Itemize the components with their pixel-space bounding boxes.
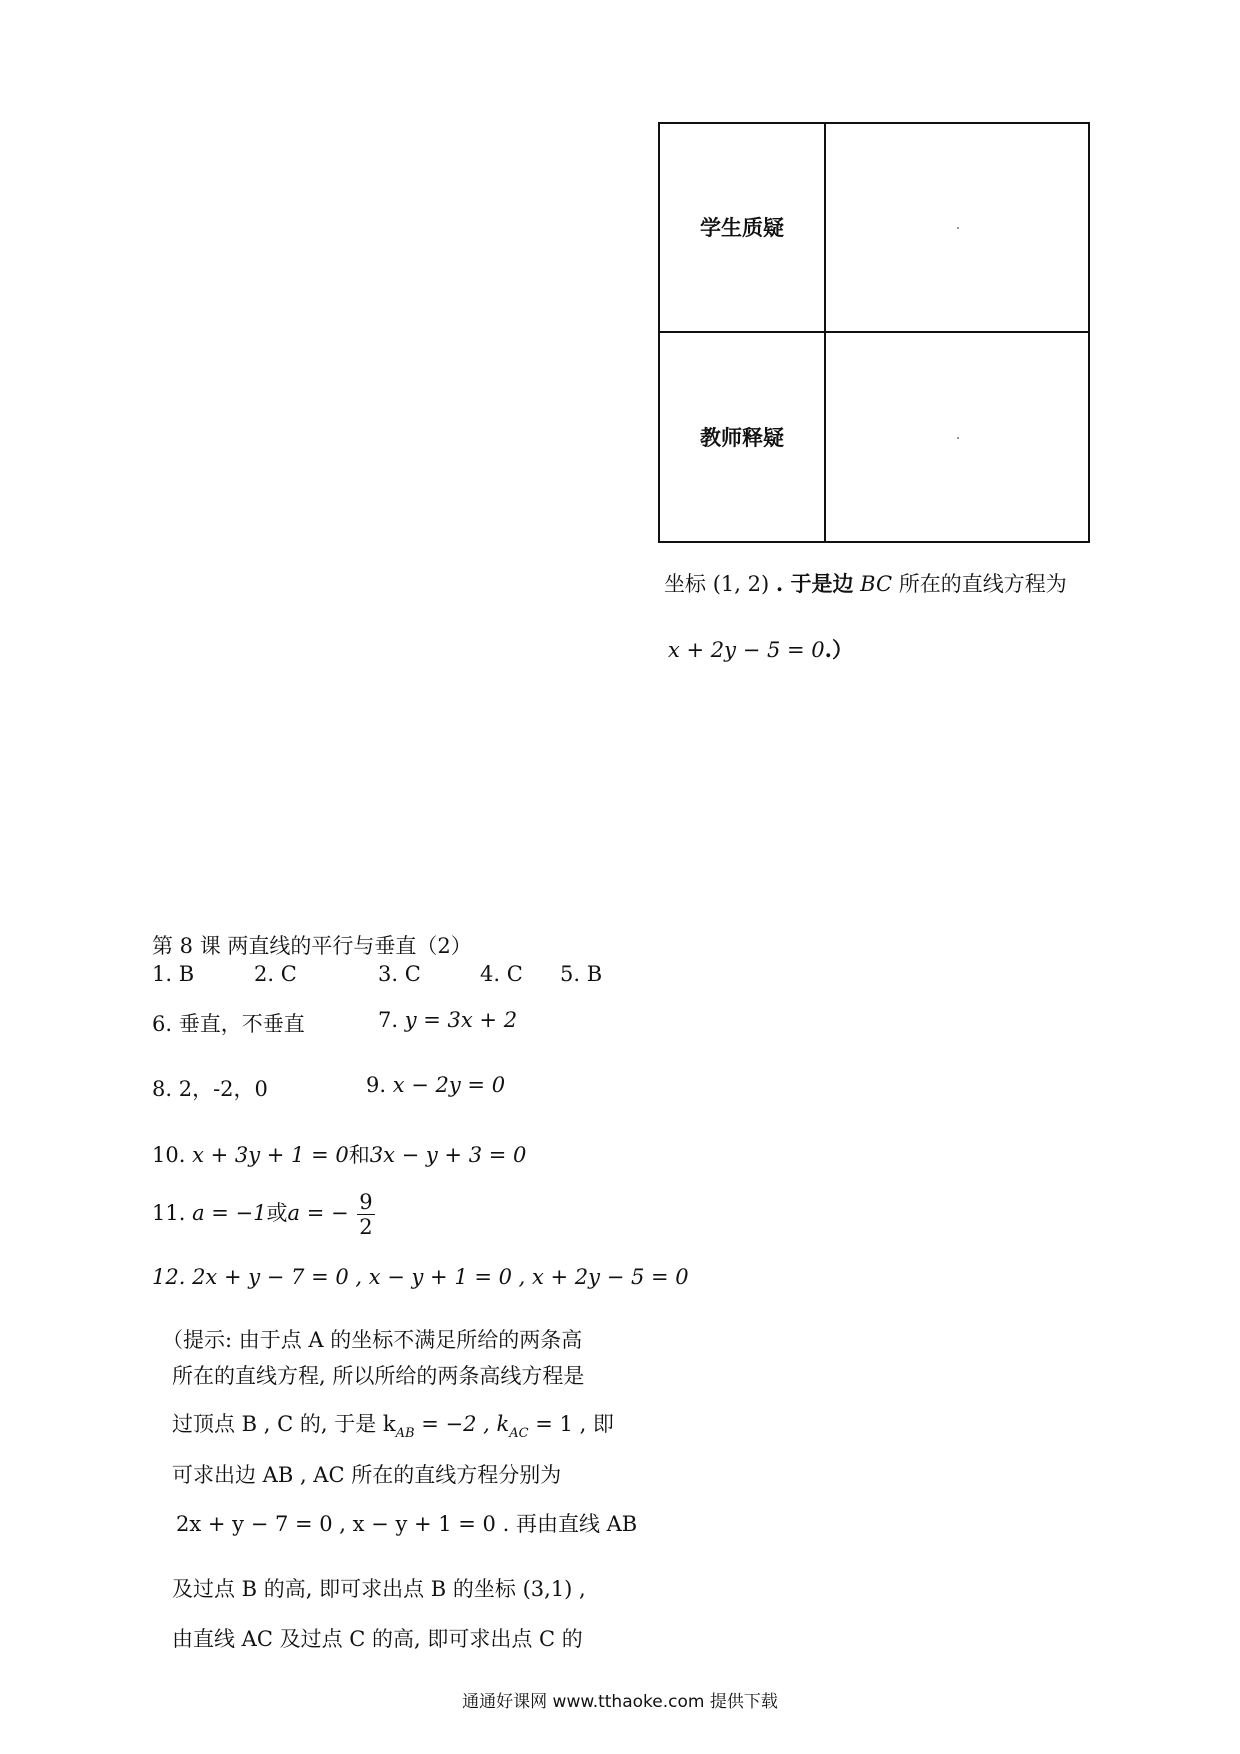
hint-line: 由直线 AC 及过点 C 的高, 即可求出点 C 的	[172, 1627, 583, 1651]
continuation-coord: (1, 2)	[712, 572, 770, 596]
answer-7-eq: y = 3x + 2	[404, 1008, 518, 1032]
answer-12: 12. 2x + y − 7 = 0 , x − y + 1 = 0 , x + 2y − 5 = 0	[152, 1265, 689, 1289]
qa-label: 学生质疑	[700, 216, 784, 241]
answer-8: 8. 2，-2，0	[152, 1077, 268, 1101]
answer-10	[152, 1139, 526, 1169]
hint-line: （提示: 由于点 A 的坐标不满足所给的两条高	[162, 1328, 583, 1352]
continuation-end: 所在的直线方程为	[898, 572, 1067, 596]
lesson-title: 第 8 课 两直线的平行与垂直（2）	[152, 934, 472, 958]
page-footer: 通通好课网 www.tthaoke.com 提供下载	[462, 1692, 778, 1712]
hint-line: 可求出边 AB , AC 所在的直线方程分别为	[172, 1463, 562, 1487]
answer-7	[378, 1008, 517, 1032]
qa-content-cell	[826, 333, 1088, 542]
answer-11-or: 或	[266, 1201, 288, 1225]
hint-line: 2x + y − 7 = 0 , x − y + 1 = 0 . 再由直线 AB	[176, 1512, 638, 1536]
fraction	[357, 1190, 374, 1239]
hint-line-k	[172, 1408, 614, 1441]
answer-10-num: 10.	[152, 1143, 186, 1167]
hint-line: 所在的直线方程, 所以所给的两条高线方程是	[172, 1364, 585, 1388]
hint-line: 及过点 B 的高, 即可求出点 B 的坐标 (3,1) ,	[172, 1577, 586, 1601]
qa-dot	[957, 227, 959, 229]
hint-k1-value: = −2 , k	[414, 1412, 510, 1436]
qa-row-student-questions	[660, 124, 1088, 333]
qa-row-teacher-answers	[660, 333, 1088, 542]
qa-label: 教师释疑	[700, 425, 784, 450]
answer-7-num: 7.	[378, 1008, 399, 1032]
continuation-line-1	[664, 568, 1067, 598]
mc-answer: 3. C	[378, 962, 421, 986]
mc-answer: 2. C	[254, 962, 297, 986]
qa-label-cell	[660, 333, 826, 542]
qa-dot	[957, 437, 959, 439]
fraction-numerator: 9	[359, 1190, 373, 1214]
hint-line-k-start: 过顶点 B , C 的, 于是 k	[172, 1412, 396, 1436]
answer-9-eq: x − 2y = 0	[392, 1073, 506, 1097]
continuation-equation: x + 2y − 5 = 0	[668, 638, 825, 662]
answer-10-eq1: x + 3y + 1 = 0	[192, 1143, 349, 1167]
continuation-line-2	[668, 634, 853, 664]
answer-9	[366, 1073, 505, 1097]
continuation-var: BC	[860, 572, 893, 596]
answer-11	[152, 1190, 377, 1239]
answer-11-b: a = −	[287, 1201, 349, 1225]
continuation-line2-end: .）	[824, 637, 853, 662]
hint-k1-subscript: AB	[395, 1426, 415, 1441]
answer-11-num: 11.	[152, 1201, 186, 1225]
mc-answer: 5. B	[560, 962, 603, 986]
answer-10-and: 和	[348, 1143, 370, 1167]
answer-10-eq2: 3x − y + 3 = 0	[369, 1143, 527, 1167]
qa-content-cell	[826, 124, 1088, 331]
hint-k2-subscript: AC	[509, 1426, 529, 1441]
answer-11-a: a = −1	[192, 1201, 267, 1225]
answer-6: 6. 垂直，不垂直	[152, 1012, 305, 1036]
hint-k2-value: = 1 , 即	[528, 1412, 614, 1436]
mc-answer: 1. B	[152, 962, 195, 986]
continuation-prefix: 坐标	[664, 572, 706, 596]
continuation-rest: . 于是边	[775, 571, 854, 596]
mc-answer: 4. C	[480, 962, 523, 986]
answer-9-num: 9.	[366, 1073, 387, 1097]
fraction-denominator: 2	[359, 1215, 373, 1239]
qa-table	[658, 122, 1090, 543]
qa-label-cell	[660, 124, 826, 331]
